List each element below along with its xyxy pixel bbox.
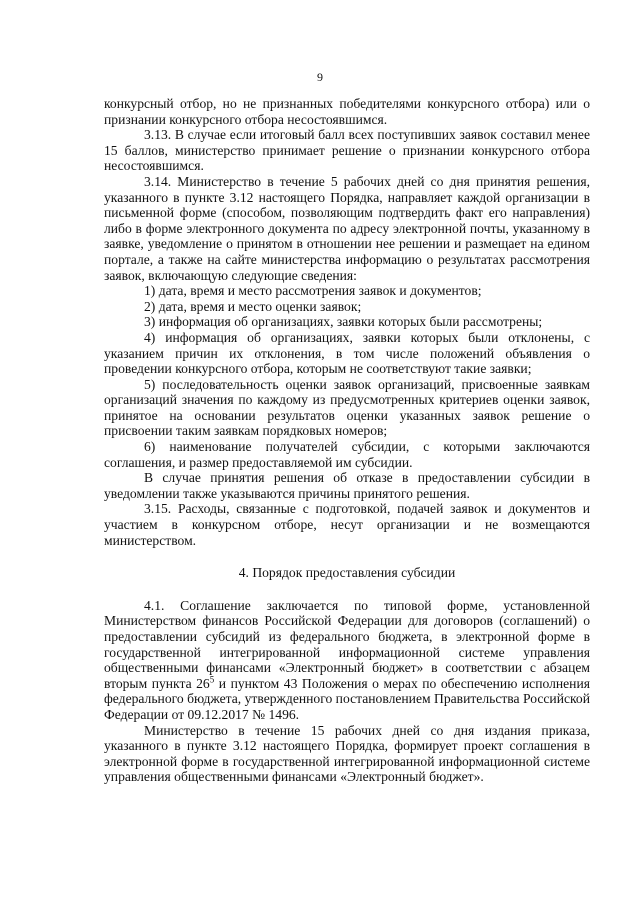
page-number: 9 <box>317 70 323 84</box>
list-item-4: 4) информация об организациях, заявки которых были отклонены, с указанием причин их отклонения, в том числе положений объявления о проведении конкурсного отбора, которым не соответствуют такие заявки; <box>104 329 590 377</box>
document-body <box>104 96 590 785</box>
paragraph-3-14: 3.14. Министерство в течение 5 рабочих дней со дня принятия решения, указанного в пункте 3.12 настоящего Порядка, направляет каждой организации в письменной форме (способом, позволяющим подтвердить факт его направления) либо в форме электронного документа по адресу электронной почты, указанному в заявке, уведомление о принятом в отношении нее решении и размещает на едином портале, а также на сайте министерства информацию о результатах рассмотрения заявок, включающую следующие сведения: <box>104 173 590 283</box>
paragraph-4-1-part-2: и пунктом 43 Положения о мерах по обеспечению исполнения федерального бюджета, утвержденного постановлением Правительства Российской Федерации от 09.12.2017 № 1496. <box>104 675 590 722</box>
paragraph-draft-agreement: Министерство в течение 15 рабочих дней со дня издания приказа, указанного в пункте 3.12 настоящего Порядка, формирует проект соглашения в электронной форме в государственной интегрированной информационной системе управления общественными финансами «Электронный бюджет». <box>104 722 590 785</box>
paragraph-refusal: В случае принятия решения об отказе в предоставлении субсидии в уведомлении также указываются причины принятого решения. <box>104 470 590 501</box>
paragraph-continuation: конкурсный отбор, но не признанных победителями конкурсного отбора) или о признании конкурсного отбора несостоявшимся. <box>104 96 590 127</box>
list-item-2: 2) дата, время и место оценки заявок; <box>144 298 362 314</box>
paragraph-4-1 <box>104 598 590 723</box>
paragraph-3-13: 3.13. В случае если итоговый балл всех поступивших заявок составил менее 15 баллов, министерство принимает решение о признании конкурсного отбора несостоявшимся. <box>104 127 590 174</box>
list-item-3: 3) информация об организациях, заявки которых были рассмотрены; <box>144 314 543 330</box>
superscript-5: 5 <box>209 674 215 685</box>
list-item-5: 5) последовательность оценки заявок организаций, присвоенные заявкам организаций значения по каждому из предусмотренных критериев оценки заявок, принятое на основании результатов оценки указанных заявок решение о присвоении таким заявкам порядковых номеров; <box>104 376 590 439</box>
section-heading: 4. Порядок предоставления субсидии <box>238 565 456 581</box>
paragraph-4-1-part-1: 4.1. Соглашение заключается по типовой форме, установленной Министерством финансов Российской Федерации для договоров (соглашений) о предоставлении субсидий из федерального бюджета, в электронной форме в государственной интегрированной информационной системе управления общественными финансами «Электронный бюджет» в соответствии с абзацем вторым пункта 26 <box>104 597 590 691</box>
list-item-6: 6) наименование получателей субсидии, с которыми заключаются соглашения, и размер предоставляемой им субсидии. <box>104 439 590 470</box>
paragraph-3-15: 3.15. Расходы, связанные с подготовкой, подачей заявок и документов и участием в конкурсном отборе, несут организации и не возмещаются министерством. <box>104 501 590 548</box>
list-item-1: 1) дата, время и место рассмотрения заявок и документов; <box>144 283 482 299</box>
